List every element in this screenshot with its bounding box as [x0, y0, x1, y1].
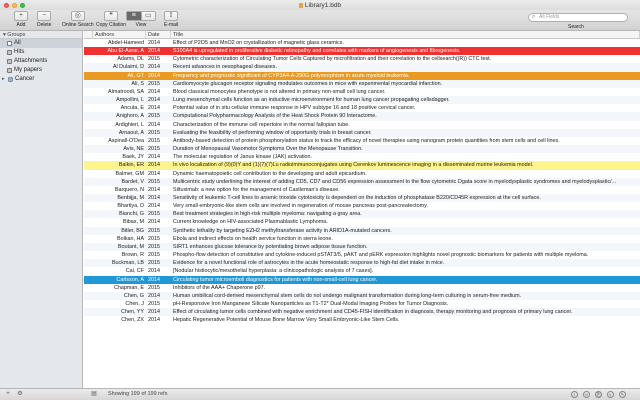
minus-icon: −	[37, 11, 51, 21]
add-group-button[interactable]: +	[6, 391, 10, 397]
groups-header-label: Groups	[7, 32, 26, 38]
row-date: 2015	[148, 243, 160, 250]
table-row[interactable]	[84, 210, 640, 218]
table-row[interactable]	[84, 170, 640, 178]
row-author: Chen, J	[125, 301, 144, 307]
row-mark[interactable]	[84, 80, 93, 88]
row-date: 2015	[148, 235, 160, 242]
row-author: Chapman, E	[114, 284, 144, 291]
row-date: 2015	[148, 56, 160, 63]
groups-header[interactable]: ▾ Groups	[0, 31, 82, 39]
copy-citation-label: Copy Citation	[96, 22, 127, 28]
table-row[interactable]	[84, 96, 640, 104]
row-author: Ali, S	[131, 80, 144, 87]
watermark: http://www.pc6.com	[497, 364, 555, 370]
smart-group-icon	[7, 68, 12, 73]
row-title: [Nodular histiocytic/mesothelial hyperplasia: a clinicopathologic analysis of 7 cases].	[173, 268, 374, 275]
column-header-mark[interactable]	[84, 31, 93, 38]
table-body	[84, 39, 640, 324]
row-mark[interactable]	[84, 137, 93, 145]
row-mark[interactable]	[84, 194, 93, 202]
row-author: Ardighieri, L	[115, 121, 144, 128]
row-author: Chen, G	[123, 292, 144, 299]
table-row[interactable]	[84, 235, 640, 243]
row-title: Characterization of the immune cell repertoire in the normal fallopian tube.	[173, 121, 350, 128]
row-mark[interactable]	[84, 55, 93, 63]
row-date: 2015	[148, 129, 160, 136]
row-date: 2014	[148, 309, 160, 316]
row-title: Blood classical monocytes phenotype is not altered in primary non-small cell lung cancer.	[173, 88, 386, 95]
row-mark[interactable]	[84, 129, 93, 137]
table-row[interactable]	[84, 186, 640, 194]
table-row[interactable]	[84, 284, 640, 292]
row-mark[interactable]	[84, 39, 93, 47]
row-mark[interactable]	[84, 227, 93, 235]
row-author: Anighoro, A	[116, 113, 144, 120]
row-title: Best treatment strategies in high-risk multiple myeloma: navigating a gray area.	[173, 211, 362, 218]
row-date: 2014	[148, 292, 160, 299]
plus-icon: +	[14, 11, 28, 21]
row-title: Potential value of in situ cellular immune response in HPV subtype 16 and 18 positive cervical cancer.	[173, 105, 416, 112]
note-icon[interactable]: ✎	[620, 392, 625, 397]
add-label: Add	[16, 22, 26, 28]
action-menu-button[interactable]: ⚙	[17, 391, 23, 397]
toggle-sidebar-button[interactable]: ▤	[91, 391, 97, 397]
row-title: The molecular regulation of Janus kinase (JAK) activation.	[173, 154, 313, 161]
hits-icon	[7, 50, 12, 55]
row-title: Inhibitors of the AAA+ Chaperone p97.	[173, 284, 266, 291]
row-mark[interactable]	[84, 145, 93, 153]
row-mark[interactable]	[84, 72, 93, 80]
email-label: E-mail	[164, 22, 179, 28]
row-author: Bibas, M	[123, 219, 144, 226]
row-title: S100A4 is upregulated in proliferative diabetic retinopathy and correlates with markers of angiogenesis and fibrogenesis.	[173, 48, 461, 55]
row-date: 2014	[148, 48, 160, 55]
table-row[interactable]	[84, 72, 640, 80]
row-author: Bitler, BG	[121, 227, 144, 234]
row-author: Benbijja, M	[117, 194, 144, 201]
window-title-container	[0, 2, 640, 9]
row-author: Carlsson, A	[116, 276, 144, 283]
share-icon: ⇧	[164, 11, 178, 21]
row-mark[interactable]	[84, 276, 93, 284]
row-mark[interactable]	[84, 112, 93, 120]
table-row[interactable]	[84, 39, 640, 47]
row-date: 2015	[148, 284, 160, 291]
row-date: 2015	[148, 80, 160, 87]
row-date: 2015	[148, 178, 160, 185]
email-button[interactable]	[164, 11, 178, 28]
row-mark[interactable]	[84, 202, 93, 210]
row-author: Barquero, N	[114, 186, 144, 193]
row-author: Ampollini, L	[116, 97, 144, 104]
row-author: Abdel-Hameed	[108, 40, 144, 46]
table-row[interactable]	[84, 227, 640, 235]
row-author: Avis, NE	[123, 146, 144, 153]
row-author: Chen, YY	[121, 309, 144, 316]
row-mark[interactable]	[84, 292, 93, 300]
row-author: Balkin, ER	[118, 162, 144, 169]
attachment-panel-icon[interactable]: ⎘	[596, 392, 601, 397]
row-author: Adams, DL	[117, 56, 144, 63]
window-title: Library1.bdb	[304, 1, 342, 9]
row-date: 2014	[148, 64, 160, 71]
row-author: Ali, GT	[127, 72, 144, 79]
table-header	[84, 31, 640, 39]
row-author: Chen, ZX	[121, 317, 144, 324]
online-search-button[interactable]	[62, 11, 94, 28]
row-title: Sensitivity of leukemic T-cell lines to arsenic trioxide cytotoxicity is dependent on the induction of phosphatase B220/CD45R expression at the cell surface.	[173, 194, 541, 201]
table-row[interactable]	[84, 55, 640, 63]
row-date: 2015	[148, 227, 160, 234]
row-date: 2015	[148, 301, 160, 307]
row-author: Almatroodi, SA	[108, 88, 144, 95]
row-title: Computational Polypharmacology Analysis of the Heat Shock Protein 90 Interactome.	[173, 113, 377, 120]
table-row[interactable]	[84, 47, 640, 55]
table-row[interactable]	[84, 251, 640, 259]
view-segmented-icon	[126, 11, 156, 21]
row-date: 2015	[148, 146, 160, 153]
row-mark[interactable]	[84, 153, 93, 161]
disclosure-triangle-icon[interactable]: ▸	[2, 76, 5, 82]
row-date: 2015	[148, 113, 160, 120]
row-mark[interactable]	[84, 267, 93, 275]
row-title: SIRT1 enhances glucose tolerance by potentiating brown adipose tissue function.	[173, 243, 368, 250]
copy-citation-button[interactable]	[96, 11, 126, 28]
row-author: Cai, CF	[125, 268, 144, 275]
view-label: View	[135, 22, 147, 28]
attachment-icon	[7, 59, 12, 64]
row-date: 2014	[148, 194, 160, 201]
table-row[interactable]	[84, 300, 640, 308]
table-row[interactable]	[84, 316, 640, 324]
row-mark[interactable]	[84, 121, 93, 129]
row-title: Circulating tumor microemboli diagnostics for patients with non-small-cell lung cancer.	[173, 276, 378, 283]
row-mark[interactable]	[84, 170, 93, 178]
row-mark[interactable]	[84, 104, 93, 112]
sidebar-item-attachments[interactable]	[0, 57, 82, 66]
row-date: 2014	[148, 105, 160, 112]
row-date: 2014	[148, 186, 160, 193]
table-row[interactable]	[84, 88, 640, 96]
row-title: Effect of P2O5 and MnO2 on crystallization of magnetic glass ceramics.	[173, 40, 344, 46]
row-date: 2014	[148, 40, 160, 46]
row-date: 2014	[148, 162, 160, 169]
table-row[interactable]	[84, 218, 640, 226]
row-mark[interactable]	[84, 316, 93, 324]
row-title: Current knowledge on HIV-associated Plasmablastic Lymphoma.	[173, 219, 328, 226]
row-title: Frequency and prognostic significant of CYP3A4-A-290G polymorphism in acute myeloid leukemia.	[173, 72, 410, 79]
list-view-icon[interactable]: ≡	[127, 12, 142, 20]
row-title: Duration of Menopausal Vasomotor Symptoms Over the Menopause Transition.	[173, 146, 363, 153]
online-search-label: Online Search	[62, 22, 94, 28]
sidebar-item-label: My papers	[14, 67, 43, 73]
row-title: Lung mesenchymal cells function as an inductive microenvironment for human lung cancer propagating cellsdagger.	[173, 97, 450, 104]
row-date: 2014	[148, 317, 160, 324]
search-icon: ⌕	[532, 14, 536, 20]
row-title: Dynamic haematopoietic cell contribution to the developing and adult epicardium.	[173, 170, 367, 177]
sidebar-item-all[interactable]	[0, 39, 82, 48]
quote-icon: ❝	[104, 11, 118, 21]
row-author: Balmer, GM	[115, 170, 144, 177]
table-row[interactable]	[84, 259, 640, 267]
table-row[interactable]	[84, 267, 640, 275]
row-title: Phospho-flow detection of constitutive and cytokine-induced pSTAT3/5, pAKT and pERK expression highlights novel prognostic biomarkers for patients with multiple myeloma.	[173, 252, 589, 259]
references-table	[84, 31, 640, 388]
row-author: Abu El-Asrar, A	[107, 48, 144, 55]
row-mark[interactable]	[84, 96, 93, 104]
row-date: 2014	[148, 154, 160, 161]
status-bar	[0, 388, 640, 400]
sidebar-item-label: Attachments	[14, 58, 48, 64]
row-date: 2014	[148, 88, 160, 95]
row-mark[interactable]	[84, 308, 93, 316]
row-author: Brown, R	[121, 252, 144, 259]
search-placeholder: All Fields	[539, 14, 560, 20]
row-title: Effect of circulating tumor cells combined with negative enrichment and CD45-FISH identification in diagnosis, therapy monitoring and prognosis of primary lung cancer.	[173, 309, 573, 316]
row-title: Synthetic lethality by targeting EZH2 methyltransferase activity in ARID1A-mutated cancers.	[173, 227, 392, 234]
status-text: Showing 199 of 199 refs	[108, 391, 168, 397]
row-title: Very small embryonic-like stem cells are involved in regeneration of mouse pancreas post-pancreatectomy.	[173, 203, 428, 210]
row-date: 2014	[148, 72, 160, 79]
row-title: Siltuximab: a new option for the management of Castleman's disease.	[173, 186, 340, 193]
table-row[interactable]	[84, 121, 640, 129]
row-author: Bhartiya, D	[117, 203, 144, 210]
table-row[interactable]	[84, 292, 640, 300]
row-date: 2014	[148, 219, 160, 226]
row-author: Buckman, LB	[111, 260, 144, 267]
row-date: 2014	[148, 276, 160, 283]
row-date: 2015	[148, 252, 160, 259]
row-date: 2015	[148, 137, 160, 144]
table-row[interactable]	[84, 80, 640, 88]
row-author: Bianchi, G	[119, 211, 144, 218]
row-mark[interactable]	[84, 47, 93, 55]
row-author: Ancuta, E	[120, 105, 144, 112]
row-mark[interactable]	[84, 259, 93, 267]
row-mark[interactable]	[84, 284, 93, 292]
row-title: Cardiomyocyte glucagon receptor signaling modulates outcomes in mice with experimental myocardial infarction.	[173, 80, 443, 87]
row-author: Arnaout, A	[118, 129, 144, 136]
row-title: Recent advances in oesophageal diseases.	[173, 64, 277, 71]
row-title: Ebola and indirect effects on health service function in sierra leone.	[173, 235, 333, 242]
row-date: 2014	[148, 268, 160, 275]
row-author: Al Dulaimi, D	[112, 64, 144, 71]
sidebar-item-label: Hits	[14, 49, 25, 55]
row-mark[interactable]	[84, 63, 93, 71]
sidebar-item-my-papers[interactable]	[0, 66, 82, 75]
table-row[interactable]	[84, 112, 640, 120]
table-row[interactable]	[84, 243, 640, 251]
delete-button[interactable]	[37, 11, 51, 28]
row-author: Baek, JY	[122, 154, 144, 161]
add-button[interactable]	[14, 11, 28, 28]
table-row[interactable]	[84, 129, 640, 137]
row-date: 2014	[148, 121, 160, 128]
toolbar	[0, 10, 640, 31]
link-icon[interactable]: ∞	[584, 392, 589, 397]
table-row[interactable]	[84, 153, 640, 161]
row-mark[interactable]	[84, 243, 93, 251]
view-control[interactable]	[126, 11, 156, 28]
table-row[interactable]	[84, 202, 640, 210]
row-date: 2014	[148, 170, 160, 177]
sidebar-item-label: Cancer	[15, 76, 35, 82]
row-author: Aspinall-O'Dea	[108, 137, 144, 144]
row-mark[interactable]	[84, 218, 93, 226]
row-mark[interactable]	[84, 300, 93, 308]
row-mark[interactable]	[84, 88, 93, 96]
table-row[interactable]	[84, 63, 640, 71]
row-title: Antibody-based detection of protein phosphorylation status to track the efficacy of novel therapies using nanogram protein quantities from stem cells and cell lines.	[173, 137, 560, 144]
split-view-icon[interactable]: ▭	[144, 12, 152, 19]
row-mark[interactable]	[84, 178, 93, 186]
column-header-title[interactable]: Title	[171, 31, 640, 38]
row-title: Multicentric study underlining the interest of adding CD5, CD7 and CD56 expression assessment to the flow cytometric Ogata score in myelodysplastic syndromes and myelodysplastic/...	[173, 178, 617, 185]
table-row[interactable]	[84, 145, 640, 153]
row-mark[interactable]	[84, 235, 93, 243]
row-title: Evidence for a novel functional role of astrocytes in the acute homeostatic response to high-fat diet intake in mice.	[173, 260, 445, 267]
row-date: 2014	[148, 203, 160, 210]
row-title: pH-Responsive Iron Manganese Silicate Nanoparticles as T1-T2* Dual-Modal Imaging Probes for Tumor Diagnosis.	[173, 301, 449, 307]
library-icon	[7, 41, 12, 46]
row-mark[interactable]	[84, 210, 93, 218]
sidebar-item-cancer[interactable]	[0, 75, 82, 84]
row-title: Cytometric characterization of Circulating Tumor Cells Captured by microfiltration and their correlation to the cellsearch((R)) CTC test.	[173, 56, 492, 63]
column-header-date[interactable]: Date	[146, 31, 171, 38]
row-title: Human umbilical cord-derived mesenchymal stem cells do not undergo malignant transformation during long-term culturing in serum-free medium.	[173, 292, 522, 299]
delete-label: Delete	[37, 22, 52, 28]
row-title: Hepatic Regenerative Potential of Mouse Bone Marrow Very Small Embryonic-Like Stem Cells.	[173, 317, 400, 324]
table-row[interactable]	[84, 276, 640, 284]
search-label: Search	[568, 24, 584, 30]
column-header-authors[interactable]: Authors	[93, 31, 146, 38]
row-author: Boutant, M	[117, 243, 144, 250]
row-author: Bolkan, HA	[117, 235, 144, 242]
document-icon	[299, 3, 303, 8]
groups-sidebar	[0, 31, 83, 388]
folder-icon	[8, 77, 13, 82]
preview-icon[interactable]: ◐	[607, 391, 614, 398]
sidebar-item-hits[interactable]	[0, 48, 82, 57]
title-bar	[0, 0, 640, 10]
row-title: In vivo localization of (9)(0)Y and (1)(7)(7)Lu radioimmunoconjugates using Cerenkov luminescence imaging in a disseminated murine leukemia model.	[173, 162, 534, 169]
row-date: 2015	[148, 211, 160, 218]
table-row[interactable]	[84, 308, 640, 316]
table-row[interactable]	[84, 178, 640, 186]
table-row[interactable]	[84, 137, 640, 145]
row-mark[interactable]	[84, 251, 93, 259]
row-date: 2014	[148, 97, 160, 104]
globe-icon: ◎	[71, 11, 85, 21]
table-row[interactable]	[84, 194, 640, 202]
row-author: Bardet, V	[121, 178, 144, 185]
search-input[interactable]	[528, 13, 628, 22]
table-row[interactable]	[84, 104, 640, 112]
row-title: Evaluating the feasibility of performing window of opportunity trials in breast cancer.	[173, 129, 372, 136]
row-mark[interactable]	[84, 161, 93, 169]
row-date: 2015	[148, 260, 160, 267]
info-icon[interactable]: i	[571, 391, 578, 398]
table-row[interactable]	[84, 161, 640, 169]
sidebar-item-label: All	[14, 40, 21, 46]
row-mark[interactable]	[84, 186, 93, 194]
